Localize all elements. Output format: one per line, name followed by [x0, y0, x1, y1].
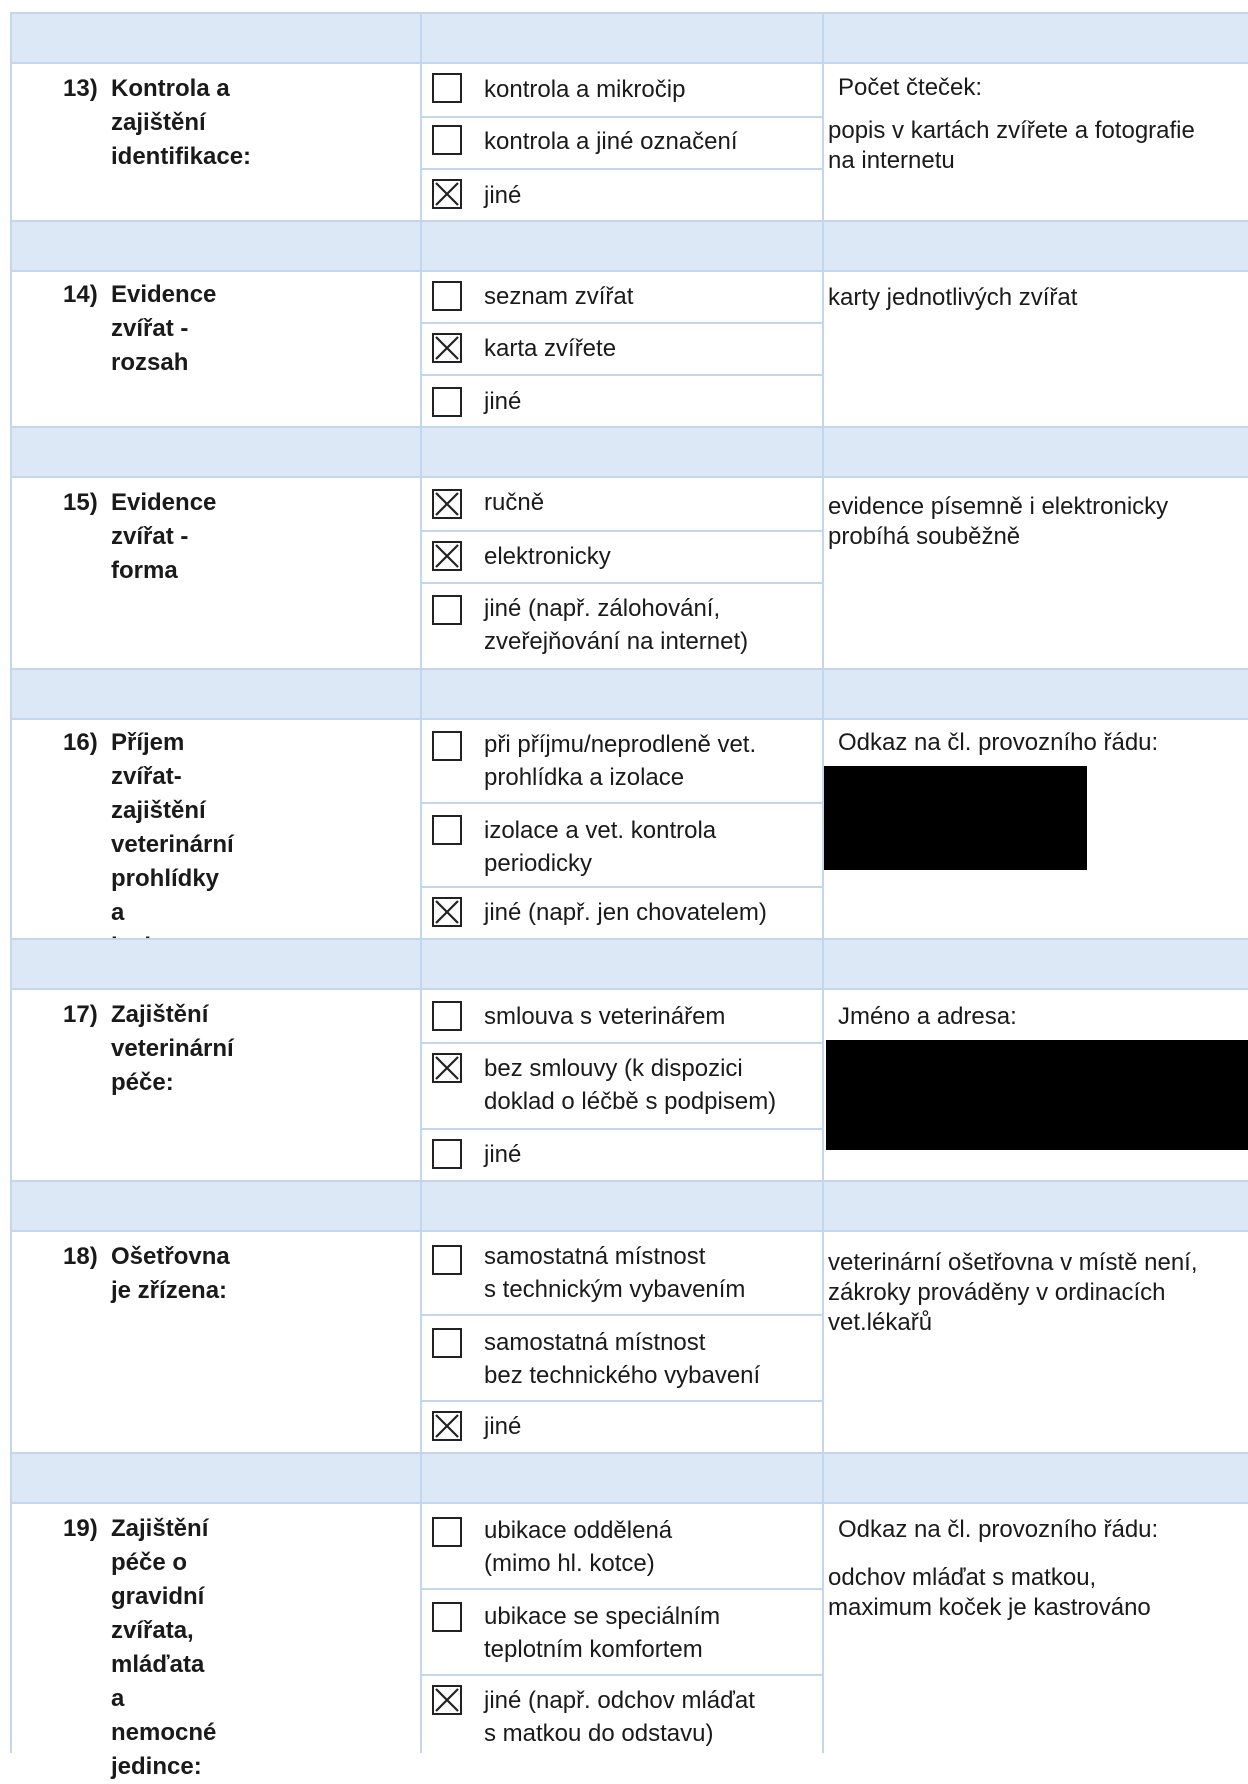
- redacted-block: [826, 1040, 1248, 1150]
- note-text: evidence písemně i elektronicky probíhá souběžně: [828, 493, 1169, 550]
- option-label: jiné: [484, 388, 522, 415]
- option-row[interactable]: [422, 376, 822, 426]
- option-label: jiné: [484, 1141, 522, 1168]
- question-text: Evidence zvířat - forma: [111, 489, 217, 584]
- check-x-icon: [434, 181, 460, 207]
- option-label: elektronicky: [484, 543, 611, 570]
- spacer-row: [10, 426, 1248, 478]
- note-heading: Počet čteček:: [838, 74, 983, 101]
- option-label: seznam zvířat: [484, 283, 634, 310]
- option-row[interactable]: [422, 888, 822, 938]
- option-label: samostatná místnost s technickým vybavením: [484, 1243, 746, 1303]
- checkbox[interactable]: [432, 179, 462, 209]
- checkbox[interactable]: [432, 541, 462, 571]
- check-x-icon: [434, 899, 460, 925]
- option-label: jiné (např. jen chovatelem): [484, 899, 767, 926]
- redacted-block: [822, 766, 1087, 870]
- checkbox[interactable]: [432, 815, 462, 845]
- note-text: popis v kartách zvířete a fotografie na internetu: [828, 117, 1195, 174]
- note-heading: Jméno a adresa:: [838, 1003, 1017, 1030]
- note-text: veterinární ošetřovna v místě není, zákroky prováděny v ordinacích vet.lékařů: [828, 1249, 1198, 1336]
- question-number: 18): [63, 1243, 98, 1270]
- option-label: kontrola a jiné označení: [484, 128, 738, 155]
- question-number: 13): [63, 75, 98, 102]
- spacer-row: [10, 668, 1248, 720]
- question-number: 19): [63, 1515, 98, 1542]
- checkbox[interactable]: [432, 595, 462, 625]
- checkbox[interactable]: [432, 387, 462, 417]
- question-text: Kontrola a zajištění identifikace:: [111, 75, 252, 170]
- option-label: při příjmu/neprodleně vet. prohlídka a izolace: [484, 731, 757, 791]
- note-text: karty jednotlivých zvířat: [828, 284, 1078, 311]
- option-row[interactable]: [422, 1590, 822, 1674]
- checkbox[interactable]: [432, 125, 462, 155]
- question-text: Zajištění veterinární péče:: [111, 1001, 234, 1096]
- checkbox[interactable]: [432, 489, 462, 519]
- option-label: jiné: [484, 1413, 522, 1440]
- option-label: jiné (např. zálohování, zveřejňování na internet): [484, 595, 749, 655]
- question-number: 15): [63, 489, 98, 516]
- question-number: 17): [63, 1001, 98, 1028]
- spacer-row: [10, 220, 1248, 272]
- spacer-row: [10, 12, 1248, 64]
- option-row[interactable]: [422, 324, 822, 374]
- note-heading: Odkaz na čl. provozního řádu:: [838, 729, 1159, 756]
- option-row[interactable]: [422, 532, 822, 582]
- checkbox[interactable]: [432, 731, 462, 761]
- option-row[interactable]: [422, 720, 822, 802]
- question-number: 14): [63, 281, 98, 308]
- option-row[interactable]: [422, 1402, 822, 1452]
- option-label: karta zvířete: [484, 335, 617, 362]
- option-row[interactable]: [422, 1044, 822, 1128]
- question-text: Příjem zvířat- zajištění veterinární prohlídky a: [111, 729, 234, 926]
- spacer-row: [10, 1452, 1248, 1504]
- note-heading: Odkaz na čl. provozního řádu:: [838, 1516, 1159, 1543]
- option-row[interactable]: [422, 1504, 822, 1588]
- spacer-row: [10, 938, 1248, 990]
- option-row[interactable]: [422, 1676, 822, 1753]
- grid-line: [420, 12, 422, 1753]
- checkbox[interactable]: [432, 1139, 462, 1169]
- option-row[interactable]: [422, 272, 822, 322]
- option-label: izolace a vet. kontrola periodicky: [484, 817, 717, 877]
- question-text: Zajištění péče o gravidní zvířata, mláďata a nemocné jedince:: [111, 1515, 217, 1780]
- checkbox[interactable]: [432, 1328, 462, 1358]
- checkbox[interactable]: [432, 1053, 462, 1083]
- option-row[interactable]: [422, 990, 822, 1042]
- question-text: Ošetřovna je zřízena:: [111, 1243, 230, 1304]
- option-row[interactable]: [422, 584, 822, 668]
- option-row[interactable]: [422, 804, 822, 886]
- question-number: 16): [63, 729, 98, 756]
- check-x-icon: [434, 1687, 460, 1713]
- note-text: odchov mláďat s matkou, maximum koček je kastrováno: [828, 1564, 1151, 1621]
- option-label: bez smlouvy (k dispozici doklad o léčbě s podpisem): [484, 1055, 777, 1115]
- checkbox[interactable]: [432, 897, 462, 927]
- spacer-row: [10, 1180, 1248, 1232]
- option-label: ubikace oddělená (mimo hl. kotce): [484, 1517, 673, 1577]
- check-x-icon: [434, 543, 460, 569]
- checkbox[interactable]: [432, 1411, 462, 1441]
- checkbox[interactable]: [432, 1685, 462, 1715]
- option-row[interactable]: [422, 64, 822, 116]
- option-label: kontrola a mikročip: [484, 76, 686, 103]
- option-row[interactable]: [422, 1316, 822, 1400]
- option-label: samostatná místnost bez technického vybavení: [484, 1329, 761, 1389]
- check-x-icon: [434, 1413, 460, 1439]
- checkbox[interactable]: [432, 281, 462, 311]
- option-row[interactable]: [422, 170, 822, 220]
- checkbox[interactable]: [432, 1245, 462, 1275]
- check-x-icon: [434, 335, 460, 361]
- question-text: Evidence zvířat - rozsah: [111, 281, 217, 376]
- check-x-icon: [434, 1055, 460, 1081]
- checkbox[interactable]: [432, 333, 462, 363]
- checkbox[interactable]: [432, 1001, 462, 1031]
- option-label: ručně: [484, 489, 545, 516]
- option-label: ubikace se speciálním teplotním komfortem: [484, 1603, 721, 1663]
- option-row[interactable]: [422, 478, 822, 530]
- checkbox[interactable]: [432, 73, 462, 103]
- option-label: smlouva s veterinářem: [484, 1003, 726, 1030]
- option-label: jiné: [484, 182, 522, 209]
- option-row[interactable]: [422, 1232, 822, 1314]
- option-row[interactable]: [422, 118, 822, 168]
- option-label: jiné (např. odchov mláďat s matkou do odstavu): [484, 1687, 755, 1747]
- option-row[interactable]: [422, 1130, 822, 1180]
- grid-line: [10, 12, 12, 1753]
- checkbox[interactable]: [432, 1517, 462, 1547]
- grid-line: [822, 12, 824, 1753]
- check-x-icon: [434, 491, 460, 517]
- checkbox[interactable]: [432, 1602, 462, 1632]
